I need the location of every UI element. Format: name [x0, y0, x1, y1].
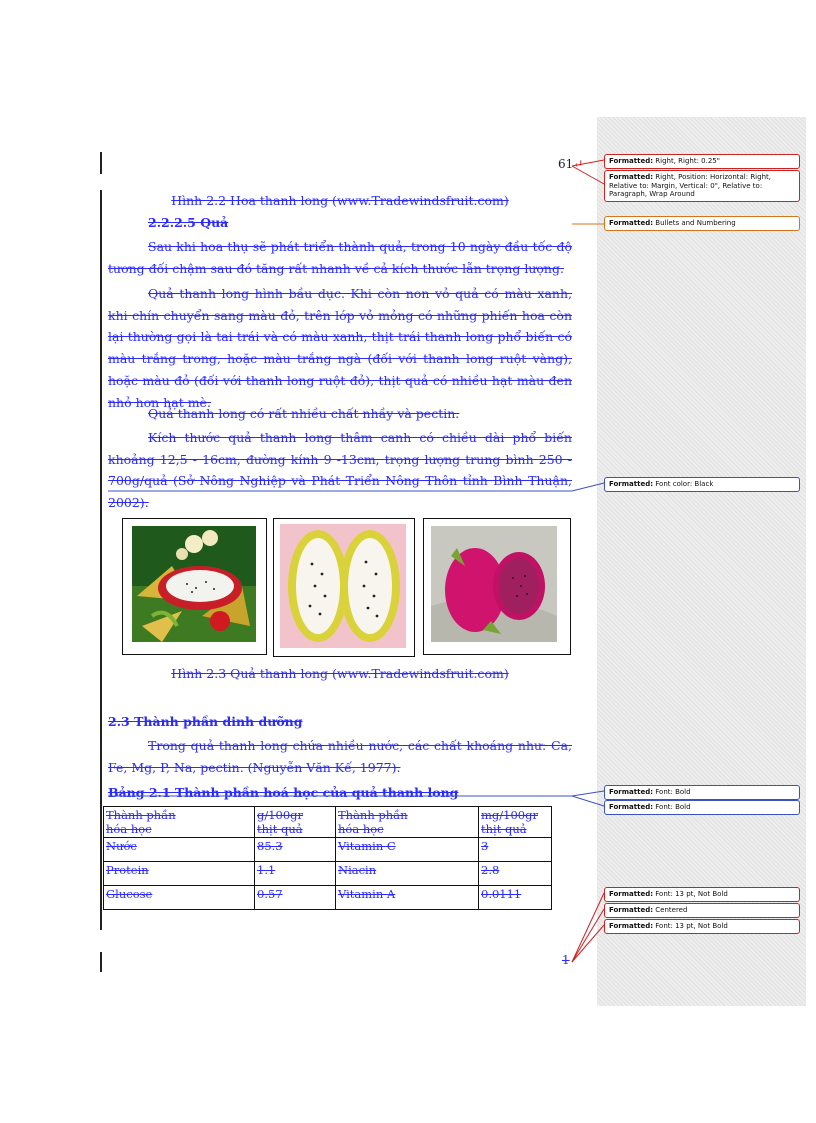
section-2-2-2-5-p2: Quả thanh long hình bầu dục. Khi còn non vỏ quả có màu xanh, khi chín chuyển sang màu đỏ, trên lớp vỏ mỏng có những phiến hoa còn lại thường gọi là tai trái và có màu xanh, thịt trái thanh long phổ biến có màu trắng trong, hoặc màu trắng ngà (đối với thanh long ruột vàng), hoặc màu đỏ (đối với thanh long ruột đỏ), thịt quả có nhiều hạt màu đen nhỏ hơn hạt mè. [108, 286, 572, 410]
balloon-position[interactable] [604, 170, 800, 202]
page-number-bottom-text: 1 [562, 953, 570, 967]
balloon-font-color[interactable] [604, 477, 800, 492]
balloon-text: Font: Bold [655, 788, 691, 796]
table-cell: 0.57 [255, 886, 336, 910]
header-line: mg/100gr [481, 808, 538, 822]
table-cell: Niacin [336, 862, 479, 886]
balloon-label: Formatted: [609, 219, 654, 227]
balloon-text: Font: 13 pt, Not Bold [655, 922, 728, 930]
balloon-text: Centered [655, 906, 688, 914]
balloon-centered[interactable] [604, 903, 800, 918]
balloon-text: Font: 13 pt, Not Bold [655, 890, 728, 898]
figure-2-2-caption: Hình 2.2 Hoa thanh long (www.Tradewindsfruit.com) [171, 193, 509, 208]
balloon-label: Formatted: [609, 890, 654, 898]
balloon-text: Right, Right: 0.25" [655, 157, 720, 165]
table-cell: Vitamin C [336, 838, 479, 862]
balloon-label: Formatted: [609, 480, 654, 488]
header-line: hóa học [338, 822, 384, 836]
balloon-label: Formatted: [609, 173, 654, 181]
table-cell: Glucose [104, 886, 255, 910]
section-2-2-2-5-p4: Kích thước quả thanh long thâm canh có chiều dài phổ biến khoảng 12,5 - 16cm, đường kính 9 -13cm, trọng lượng trung bình 250 - 700g/quả (Sở Nông Nghiệp và Phát Triển Nông Thôn tỉnh Bình Thuận, 2002). [108, 430, 572, 511]
balloon-font-13pt-2[interactable] [604, 919, 800, 934]
table-cell: 1.1 [255, 862, 336, 886]
balloon-text: Font: Bold [655, 803, 691, 811]
balloon-font-13pt-1[interactable] [604, 887, 800, 902]
table-cell: Protein [104, 862, 255, 886]
header-line: g/100gr [257, 808, 304, 822]
balloon-text: Right, Position: Horizontal: Right, Relative to: Margin, Vertical: 0", Relative to: Paragraph, Wrap Around [609, 173, 771, 199]
header-line: Thành phần [338, 808, 408, 822]
balloon-label: Formatted: [609, 922, 654, 930]
table-cell: Vitamin A [336, 886, 479, 910]
table-cell: 85.3 [255, 838, 336, 862]
table-cell: Nước [104, 838, 255, 862]
header-line: Thành phần [106, 808, 176, 822]
header-line: thịt quả [257, 822, 303, 836]
page-number-top: 61↵ [558, 157, 584, 171]
section-2-2-2-5-p1: Sau khi hoa thụ sẽ phát triển thành quả, trong 10 ngày đầu tốc độ tương đối chậm sau đó tăng rất nhanh về cả kích thước lẫn trọng lượng. [108, 239, 572, 276]
balloon-text: Font color: Black [655, 480, 714, 488]
table-2-1-caption: Bảng 2.1 Thành phần hoá học của quả thanh long [108, 785, 459, 800]
balloon-text: Bullets and Numbering [655, 219, 736, 227]
table-cell: 3 [479, 838, 552, 862]
table-cell: 0.0111 [479, 886, 552, 910]
balloon-label: Formatted: [609, 788, 654, 796]
header-line: thịt quả [481, 822, 527, 836]
page-number-top-text: 61 [558, 157, 574, 171]
balloon-label: Formatted: [609, 803, 654, 811]
balloon-font-bold-2[interactable] [604, 800, 800, 815]
figure-2-3-caption: Hình 2.3 Quả thanh long (www.Tradewindsfruit.com) [171, 666, 509, 681]
section-2-2-2-5-p3: Quả thanh long có rất nhiều chất nhầy và pectin. [148, 406, 460, 421]
balloon-label: Formatted: [609, 906, 654, 914]
balloon-font-bold-1[interactable] [604, 785, 800, 800]
section-2-3-heading: 2.3 Thành phần dinh dưỡng [108, 714, 303, 729]
section-2-3-p1: Trong quả thanh long chứa nhiều nước, các chất khoáng như: Ca, Fe, Mg, P, Na, pectin. (Nguyễn Văn Kế, 1977). [108, 738, 572, 775]
table-cell: 2.8 [479, 862, 552, 886]
balloon-label: Formatted: [609, 157, 654, 165]
balloon-right-indent[interactable] [604, 154, 800, 169]
section-2-2-2-5-heading: 2.2.2.5 Quả [148, 215, 229, 230]
header-line: hóa học [106, 822, 152, 836]
balloon-bullets[interactable] [604, 216, 800, 231]
